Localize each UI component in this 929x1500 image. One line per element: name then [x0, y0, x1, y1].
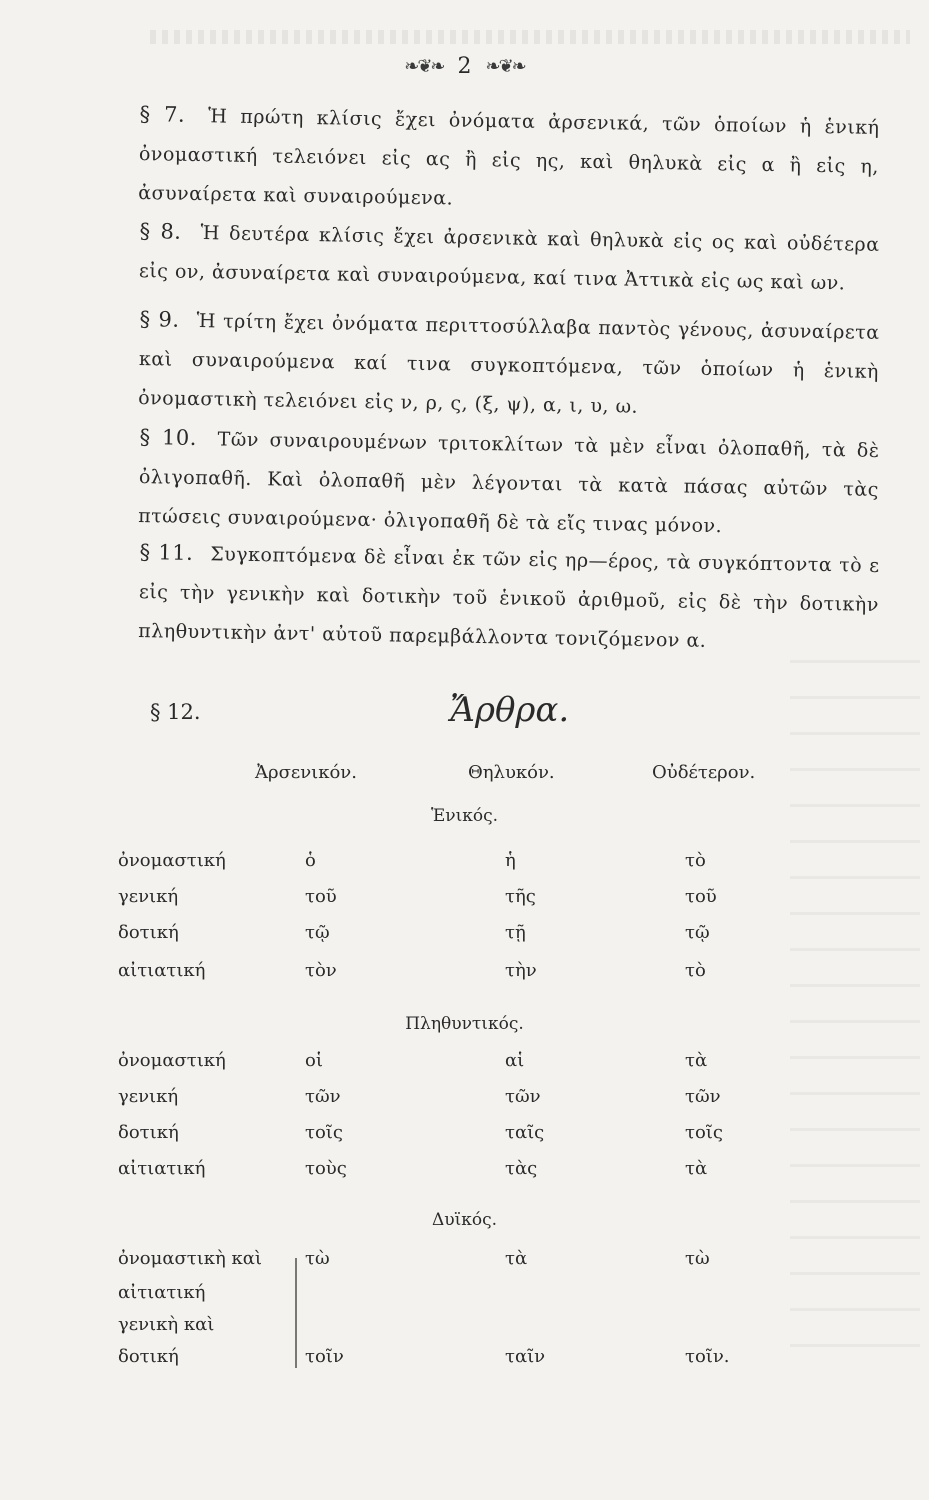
section-number: § 7.	[139, 101, 186, 127]
table-row	[0, 1122, 929, 1152]
grouping-brace	[285, 1258, 297, 1368]
case-label: γενικὴ καὶ	[118, 1314, 215, 1335]
gender-header-row	[0, 762, 929, 792]
table-row	[0, 1314, 929, 1344]
article-form: τοῦ	[305, 886, 337, 907]
case-label: ὀνομαστική	[118, 1050, 226, 1071]
paragraph-7	[138, 95, 880, 226]
page-header	[0, 48, 929, 84]
ornament-right-icon: ❧❦❧	[485, 55, 525, 77]
article-form: τὰ	[685, 1050, 708, 1071]
table-row	[0, 1282, 929, 1312]
table-row	[0, 1158, 929, 1188]
table-row	[0, 1050, 929, 1080]
paragraph-9	[138, 300, 880, 431]
article-form: τῇ	[505, 922, 526, 943]
section-number: § 9.	[139, 306, 180, 332]
article-form: αἱ	[505, 1050, 525, 1071]
case-label: αἰτιατική	[118, 1282, 206, 1303]
article-form: τὼ	[305, 1248, 330, 1269]
paragraph-11	[138, 533, 880, 664]
case-label: ὀνομαστική	[118, 850, 226, 871]
article-form: ὁ	[305, 850, 316, 871]
case-label: δοτική	[118, 1346, 179, 1367]
article-form: τοῖν.	[685, 1346, 730, 1367]
paragraph-text: Ἡ τρίτη ἔχει ὀνόματα περιττοσύλλαβα παντὸς γένους, ἀσυναίρετα καὶ συναιρούμενα καί τινα συγκοπτόμενα, τῶν ὁποίων ἡ ἑνικὴ ὀνομαστικὴ τελειόνει εἰς ν, ρ, ς, (ξ, ψ), α, ι, υ, ω.	[138, 309, 880, 418]
paragraph-text: Ἡ πρώτη κλίσις ἔχει ὀνόματα ἀρσενικά, τῶν ὁποίων ἡ ἑνική ὀνομαστική τελειόνει εἰς ας ἢ εἰς ης, καὶ θηλυκὰ εἰς α ἢ εἰς η, ἀσυναίρετα καὶ συναιρούμενα.	[138, 105, 880, 210]
article-form: τὰ	[505, 1248, 528, 1269]
table-row	[0, 922, 929, 952]
article-form: τὸν	[305, 960, 337, 981]
article-form: οἱ	[305, 1050, 323, 1071]
article-form: τῶν	[685, 1086, 721, 1107]
section-number: § 11.	[139, 539, 194, 565]
paragraph-text: Ἡ δευτέρα κλίσις ἔχει ἀρσενικὰ καὶ θηλυκὰ εἰς ος καὶ οὐδέτερα εἰς ον, ἀσυναίρετα καὶ συναιρούμενα, καί τινα Ἀττικὰ εἰς ως καὶ ων.	[138, 222, 880, 295]
section-title: Ἄρθρα.	[450, 690, 570, 730]
article-form: τῷ	[305, 922, 330, 943]
table-row	[0, 1086, 929, 1116]
section-number: § 8.	[139, 218, 182, 244]
article-form: τὼ	[685, 1248, 710, 1269]
article-form: ἡ	[505, 850, 516, 871]
case-label: γενική	[118, 886, 179, 907]
case-label: δοτική	[118, 922, 179, 943]
number-label-dual: Δυϊκός.	[431, 1210, 498, 1230]
page-number: 2	[457, 53, 472, 79]
table-row	[0, 850, 929, 880]
table-row	[0, 886, 929, 916]
section-number: § 12.	[150, 700, 201, 724]
gender-masculine: Ἀρσενικόν.	[255, 762, 357, 783]
case-label: αἰτιατική	[118, 960, 206, 981]
article-form: τῆς	[505, 886, 536, 907]
case-label: αἰτιατική	[118, 1158, 206, 1179]
paragraph-text: Τῶν συναιρουμένων τριτοκλίτων τὰ μὲν εἶναι ὀλοπαθῆ, τὰ δὲ ὀλιγοπαθῆ. Καὶ ὀλοπαθῆ μὲν λέγονται τὰ κατὰ πάσας αὐτῶν τὰς πτώσεις συναιρούμενα· ὀλιγοπαθῆ δὲ τὰ εἴς τινας μόνον.	[138, 428, 880, 538]
article-form: τῷ	[685, 922, 710, 943]
number-label-plural: Πληθυντικός.	[405, 1014, 524, 1034]
article-form: τὴν	[505, 960, 537, 981]
paragraph-10	[138, 418, 880, 549]
paragraph-text: Συγκοπτόμενα δὲ εἶναι ἐκ τῶν εἰς ηρ—έρος, τὰ συγκόπτοντα τὸ ε εἰς τὴν γενικὴν καὶ δοτικὴν τοῦ ἑνικοῦ ἀριθμοῦ, εἰς δὲ τὴν δοτικὴν πληθυντικὴν ἀντ' αὐτοῦ παρεμβάλλοντα τονιζόμενον α.	[138, 543, 880, 652]
number-label-singular: Ἑνικός.	[430, 806, 499, 826]
article-form: ταῖν	[505, 1346, 546, 1367]
section-number: § 10.	[139, 424, 198, 450]
ornament-left-icon: ❧❦❧	[404, 55, 444, 77]
article-form: τῶν	[505, 1086, 541, 1107]
article-form: τοῖς	[685, 1122, 723, 1143]
show-through-ghost-text	[150, 30, 910, 44]
case-label: ὀνομαστικὴ καὶ	[118, 1248, 262, 1269]
article-form: τῶν	[305, 1086, 341, 1107]
case-label: γενική	[118, 1086, 179, 1107]
case-label: δοτική	[118, 1122, 179, 1143]
article-form: τοῦ	[685, 886, 717, 907]
article-form: τὰς	[505, 1158, 538, 1179]
article-form: τοὺς	[305, 1158, 347, 1179]
article-form: τὸ	[685, 850, 706, 871]
article-form: τοῖς	[305, 1122, 343, 1143]
table-row	[0, 1346, 929, 1376]
table-row	[0, 1248, 929, 1278]
paragraph-8	[139, 212, 880, 304]
article-form: τὸ	[685, 960, 706, 981]
article-form: ταῖς	[505, 1122, 545, 1143]
gender-feminine: Θηλυκόν.	[468, 762, 555, 783]
table-row	[0, 960, 929, 990]
article-form: τοῖν	[305, 1346, 344, 1367]
section-12-heading	[150, 690, 850, 740]
gender-neuter: Οὐδέτερον.	[652, 762, 756, 783]
article-form: τὰ	[685, 1158, 708, 1179]
